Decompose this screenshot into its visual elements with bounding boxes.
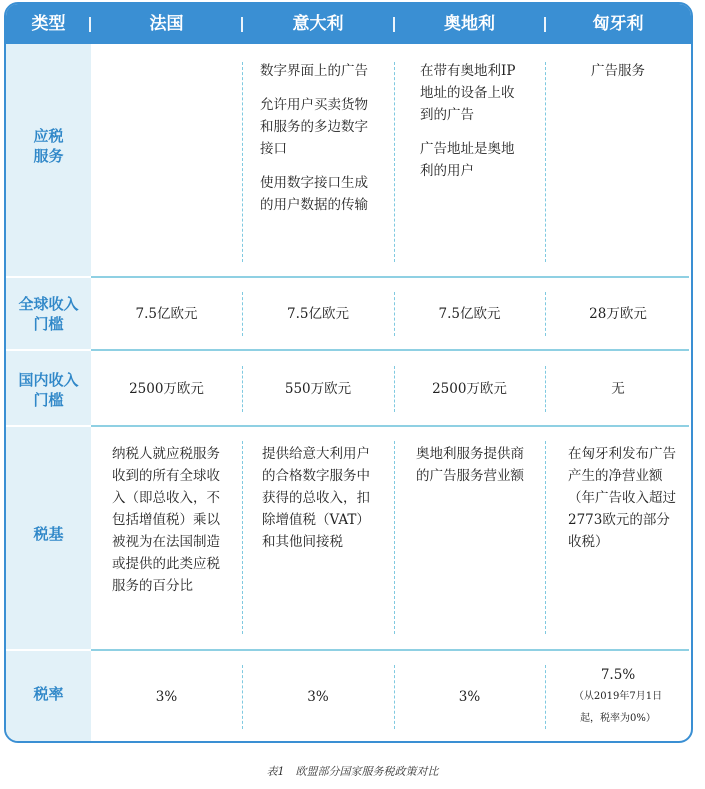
table-header xyxy=(6,4,691,44)
row-label-line: 全球收入 xyxy=(18,295,79,313)
column-divider xyxy=(394,441,395,634)
cell-france-tax-rate: 3% xyxy=(155,689,178,705)
cell-france-domestic-threshold: 2500万欧元 xyxy=(129,381,204,397)
header-austria: 奥地利 xyxy=(444,14,495,34)
service-item: 使用数字接口生成的用户数据的传输 xyxy=(260,175,368,213)
header-france: 法国 xyxy=(149,14,184,34)
row-label-tax-base: 税基 xyxy=(33,525,64,543)
row-divider xyxy=(6,425,91,427)
row-label-line: 应税 xyxy=(33,127,64,145)
cell-italy-global-threshold: 7.5亿欧元 xyxy=(287,306,349,322)
cell-austria-tax-rate: 3% xyxy=(458,689,481,705)
row-divider xyxy=(91,349,689,351)
cell-france-global-threshold: 7.5亿欧元 xyxy=(135,306,198,322)
cell-italy-tax-base: 提供给意大利用户的合格数字服务中获得的总收入，扣除增值税（VAT）和其他间接税 xyxy=(262,446,370,550)
tax-rate-value: 7.5% xyxy=(600,667,636,683)
cell-hungary-domestic-threshold: 无 xyxy=(611,381,625,397)
cell-austria-tax-base: 奥地利服务提供商的广告服务营业额 xyxy=(416,446,524,484)
service-item: 允许用户买卖货物和服务的多边数字接口 xyxy=(260,97,368,157)
cell-italy-tax-rate: 3% xyxy=(307,689,329,705)
row-divider xyxy=(6,649,91,651)
service-item: 数字界面上的广告 xyxy=(260,63,368,79)
row-divider xyxy=(91,276,689,278)
row-divider xyxy=(91,649,689,651)
row-label-line: 服务 xyxy=(33,147,64,165)
row-label-taxable-services xyxy=(6,126,91,166)
column-divider xyxy=(545,441,546,634)
cell-austria-taxable-services xyxy=(420,60,524,194)
row-divider xyxy=(6,276,91,278)
row-divider xyxy=(91,425,689,427)
row-divider xyxy=(6,349,91,351)
row-label-domestic-threshold xyxy=(6,370,91,410)
cell-italy-domestic-threshold: 550万欧元 xyxy=(284,381,352,397)
header-type: 类型 xyxy=(31,14,66,34)
row-label-global-threshold xyxy=(6,294,91,334)
cell-hungary-taxable-services xyxy=(545,60,691,94)
service-item: 广告服务 xyxy=(591,63,645,79)
tax-rate-note: （从2019年7月1日 xyxy=(573,691,663,702)
row-label-line: 国内收入 xyxy=(18,371,79,389)
table-caption: 表1 欧盟部分国家服务税政策对比 xyxy=(266,765,439,778)
column-divider xyxy=(242,441,243,634)
cell-hungary-tax-rate xyxy=(545,664,691,730)
cell-france-tax-base: 纳税人就应税服务收到的所有全球收入（即总收入，不包括增值税）乘以被视为在法国制造或提供的此类应税服务的百分比 xyxy=(112,446,220,594)
tax-rate-note: 起，税率为0%） xyxy=(580,713,656,724)
row-label-line: 门槛 xyxy=(33,391,64,409)
header-italy: 意大利 xyxy=(292,14,344,34)
policy-table xyxy=(4,2,693,743)
column-divider xyxy=(394,62,395,262)
cell-austria-global-threshold: 7.5亿欧元 xyxy=(438,306,501,322)
header-hungary: 匈牙利 xyxy=(592,14,644,34)
service-item: 在带有奥地利IP地址的设备上收到的广告 xyxy=(420,63,516,123)
cell-hungary-global-threshold: 28万欧元 xyxy=(589,306,647,322)
cell-austria-domestic-threshold: 2500万欧元 xyxy=(432,381,507,397)
cell-hungary-tax-base: 在匈牙利发布广告产生的净营业额（年广告收入超过2773欧元的部分收税） xyxy=(568,446,676,550)
row-label-line: 门槛 xyxy=(33,315,64,333)
cell-italy-taxable-services xyxy=(260,60,378,228)
row-label-tax-rate: 税率 xyxy=(33,685,64,703)
service-item: 广告地址是奥地利的用户 xyxy=(420,141,515,179)
column-divider xyxy=(242,62,243,262)
